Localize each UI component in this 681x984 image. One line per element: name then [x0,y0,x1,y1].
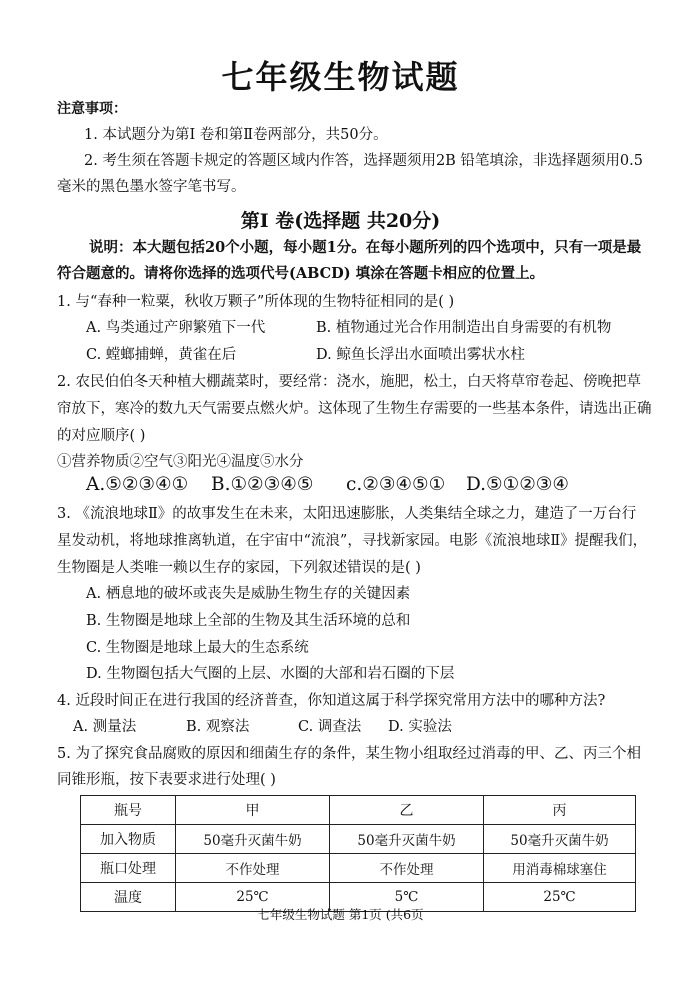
q5-line-1: 5. 为了探究食品腐败的原因和细菌生存的条件，某生物小组取经过消毒的甲、乙、丙三个相 [57,746,641,762]
q3-option-b: B. 生物圈是地球上全部的生物及其生活环境的总和 [86,613,411,629]
q2-option-b: B.①②③④⑤ [211,474,314,495]
table-cell: 50毫升灭菌牛奶 [484,825,636,854]
q1-option-d: D. 鲸鱼长浮出水面喷出雾状水柱 [316,347,525,363]
table-cell: 瓶口处理 [81,854,176,883]
q2-items: ①营养物质②空气③阳光④温度⑤水分 [57,454,304,470]
notes-item-2-line-1: 2. 考生须在答题卡规定的答题区域内作答，选择题须用2B 铅笔填涂，非选择题须用0.5 [84,153,643,169]
q2-line-2: 帘放下，寒冷的数九天气需要点燃火炉。这体现了生物生存需要的一些基本条件，请选出正确 [57,401,652,417]
q1-option-c: C. 螳螂捕蝉，黄雀在后 [86,347,237,363]
page-title: 七年级生物试题 [221,58,460,96]
page-footer: 七年级生物试题 第1页 (共6页 [257,907,424,922]
table-cell: 不作处理 [176,854,330,883]
q4-option-c: C. 调查法 [298,719,362,735]
table-cell: 不作处理 [330,854,484,883]
q4-option-d: D. 实验法 [388,719,452,735]
q2-line-1: 2. 农民伯伯冬天种植大棚蔬菜时，要经常：浇水，施肥，松土，白天将草帘卷起、傍晚把草 [57,374,641,390]
q3-line-3: 生物圈是人类唯一赖以生存的家园，下列叙述错误的是( ) [57,560,421,576]
table-cell: 5℃ [330,883,484,912]
instructions-line-1: 说明：本大题包括20个小题，每小题1分。在每小题所列的四个选项中，只有一项是最 [89,239,642,256]
q4-stem: 4. 近段时间正在进行我国的经济普查，你知道这属于科学探究常用方法中的哪种方法? [57,693,606,709]
q1-option-b: B. 植物通过光合作用制造出自身需要的有机物 [316,320,612,336]
q3-option-a: A. 栖息地的破坏或丧失是威胁生物生存的关键因素 [86,586,411,602]
instructions-line-2: 符合题意的。请将你选择的选项代号(ABCD) 填涂在答题卡相应的位置上。 [57,265,545,282]
table-header-cell: 丙 [484,796,636,825]
table-cell: 50毫升灭菌牛奶 [176,825,330,854]
notes-heading: 注意事项： [57,101,127,117]
q2-option-a: A.⑤②③④① [86,474,189,495]
table-row [81,854,636,883]
q3-line-1: 3. 《流浪地球Ⅱ》的故事发生在未来，太阳迅速膨胀，人类集结全球之力，建造了一万台行 [57,506,637,522]
table-row [81,825,636,854]
q3-option-c: C. 生物圈是地球上最大的生态系统 [86,640,309,656]
q1-option-a: A. 鸟类通过产卵繁殖下一代 [86,320,266,336]
q3-option-d: D. 生物圈包括大气圈的上层、水圈的大部和岩石圈的下层 [86,666,455,682]
table-cell: 25℃ [484,883,636,912]
table-cell: 25℃ [176,883,330,912]
q2-option-c: c.②③④⑤① [346,474,446,495]
notes-item-1: 1. 本试题分为第Ⅰ 卷和第Ⅱ卷两部分，共50分。 [84,127,388,143]
q2-line-3: 的对应顺序( ) [57,428,146,444]
table-header-row [81,796,636,825]
table-header-cell: 瓶号 [81,796,176,825]
notes-item-2-line-2: 毫米的黑色墨水签字笔书写。 [57,179,246,195]
table-header-cell: 乙 [330,796,484,825]
q3-line-2: 星发动机，将地球推离轨道，在宇宙中“流浪”，寻找新家园。电影《流浪地球Ⅱ》提醒我们， [57,533,648,549]
q1-stem: 1. 与“春种一粒粟，秋收万颗子”所体现的生物特征相同的是( ) [57,294,455,310]
table-header-cell: 甲 [176,796,330,825]
q4-option-a: A. 测量法 [73,719,137,735]
q2-option-d: D.⑤①②③④ [466,474,569,495]
table-cell: 温度 [81,883,176,912]
experiment-table [80,795,636,912]
section-heading: 第Ⅰ 卷(选择题 共20分) [240,210,441,232]
q4-option-b: B. 观察法 [186,719,250,735]
table-cell: 50毫升灭菌牛奶 [330,825,484,854]
table-cell: 用消毒棉球塞住 [484,854,636,883]
table-cell: 加入物质 [81,825,176,854]
q5-line-2: 同锥形瓶，按下表要求进行处理( ) [57,772,276,788]
